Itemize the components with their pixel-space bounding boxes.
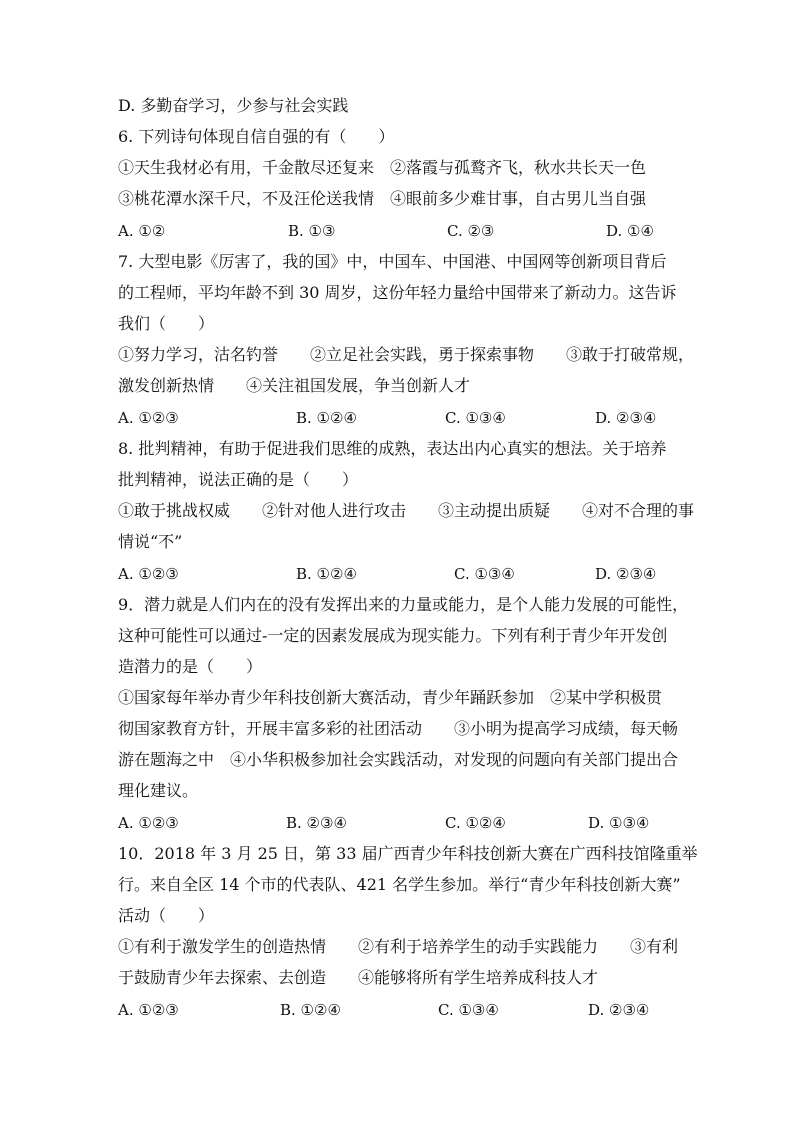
q6-choice-line: ①天生我材必有用，千金散尽还复来 ②落霞与孤鹜齐飞，秋水共长天一色 [118,158,647,177]
q9-option-b: B. ②③④ [286,814,347,832]
q7-choice-line: 激发创新热情 ④关注祖国发展，争当创新人才 [118,376,471,395]
q10-choice-line: 于鼓励青少年去探索、去创造 ④能够将所有学生培养成科技人才 [118,968,599,987]
q9-choice-line: 游在题海之中 ④小华积极参加社会实践活动，对发现的问题向有关部门提出合 [118,750,679,769]
q9-option-d: D. ①③④ [588,814,650,832]
q6-option-d: D. ①④ [606,222,654,240]
q9-stem: 造潜力的是（ ） [118,657,263,676]
q8-option-d: D. ②③④ [595,565,657,583]
q6-answer-options [118,221,688,241]
q8-stem: 8. 批判精神，有助于促进我们思维的成熟，表达出内心真实的想法。关于培养 [118,439,667,458]
q8-choice-line: 情说“不” [118,532,183,551]
q7-answer-options [118,408,688,428]
q10-answer-options [118,1000,688,1020]
q9-choice-line: ①国家每年举办青少年科技创新大赛活动，青少年踊跃参加 ②某中学积极贯 [118,688,663,707]
q6-stem: 6. 下列诗句体现自信自强的有（ ） [118,127,395,146]
q10-option-c: C. ①③④ [438,1001,499,1019]
q10-option-a: A. ①②③ [118,1001,179,1019]
q8-answer-options [118,564,688,584]
q9-choice-line: 彻国家教育方针，开展丰富多彩的社团活动 ③小明为提高学习成绩，每天畅 [118,719,679,738]
q10-stem: 10．2018 年 3 月 25 日，第 33 届广西青少年科技创新大赛在广西科技馆隆重举 [118,844,698,863]
q6-option-a: A. ①② [118,222,166,240]
q8-option-b: B. ①②④ [296,565,357,583]
q8-choice-line: ①敢于挑战权威 ②针对他人进行攻击 ③主动提出质疑 ④对不合理的事 [118,501,695,520]
q7-stem: 7. 大型电影《厉害了，我的国》中，中国车、中国港、中国网等创新项目背后 [118,252,667,271]
q7-stem: 的工程师，平均年龄不到 30 周岁，这份年轻力量给中国带来了新动力。这告诉 [118,283,677,302]
q8-option-c: C. ①③④ [454,565,515,583]
q7-option-d: D. ②③④ [595,409,657,427]
q6-option-c: C. ②③ [447,222,495,240]
q10-option-d: D. ②③④ [588,1001,650,1019]
q9-option-a: A. ①②③ [118,814,179,832]
q6-option-b: B. ①③ [288,222,336,240]
q9-option-c: C. ①②④ [445,814,506,832]
q10-option-b: B. ①②④ [280,1001,341,1019]
q9-stem: 9．潜力就是人们内在的没有发挥出来的力量或能力，是个人能力发展的可能性， [118,595,689,614]
q7-stem: 我们（ ） [118,314,215,333]
q8-option-a: A. ①②③ [118,565,179,583]
q7-option-c: C. ①③④ [445,409,506,427]
q7-option-b: B. ①②④ [296,409,357,427]
q10-stem: 行。来自全区 14 个市的代表队、421 名学生参加。举行“青少年科技创新大赛” [118,875,681,894]
q9-choice-line: 理化建议。 [118,781,199,800]
q5-option-d: D. 多勤奋学习，少参与社会实践 [118,96,349,115]
q7-choice-line: ①努力学习，沽名钓誉 ②立足社会实践，勇于探索事物 ③敢于打破常规， [118,345,695,364]
q9-stem: 这种可能性可以通过-一定的因素发展成为现实能力。下列有利于青少年开发创 [118,626,668,645]
q9-answer-options [118,813,688,833]
q8-stem: 批判精神，说法正确的是（ ） [118,470,359,489]
q10-stem: 活动（ ） [118,906,215,925]
q6-choice-line: ③桃花潭水深千尺，不及汪伦送我情 ④眼前多少难甘事，自古男儿当自强 [118,189,647,208]
q10-choice-line: ①有利于激发学生的创造热情 ②有利于培养学生的动手实践能力 ③有利 [118,937,679,956]
q7-option-a: A. ①②③ [118,409,179,427]
